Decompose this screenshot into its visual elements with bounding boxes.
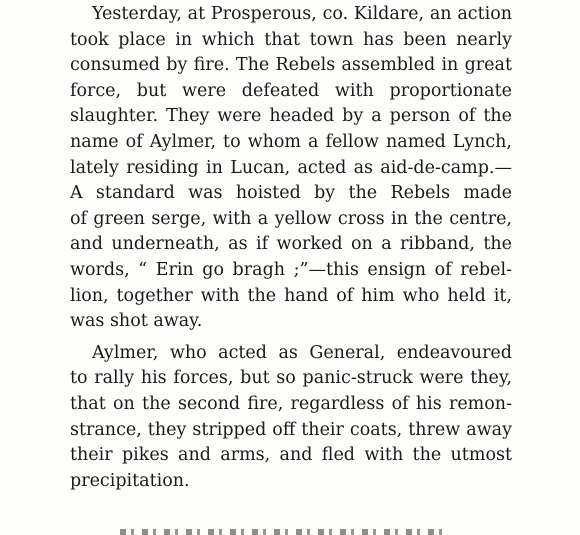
text-line: name of Aylmer, to whom a fellow named Lynch, — [70, 131, 512, 152]
text-line: that on the second fire, regardless of his remon- — [70, 393, 512, 414]
article-text — [70, 2, 512, 494]
text-line: and underneath, as if worked on a ribband, the — [70, 234, 512, 255]
text-line: to rally his forces, but so panic-struck were they, — [70, 368, 512, 389]
text-line: of green serge, with a yellow cross in the centre, — [70, 208, 512, 229]
text-line: was shot away. — [70, 311, 203, 332]
text-line: slaughter. They were headed by a person of the — [70, 106, 512, 127]
text-line: lion, together with the hand of him who held it, — [70, 285, 512, 306]
text-line: lately residing in Lucan, acted as aid-de-camp.— — [70, 157, 512, 178]
text-line: strance, they stripped off their coats, threw away — [70, 419, 512, 440]
text-line: A standard was hoisted by the Rebels made — [70, 183, 512, 204]
text-line: Yesterday, at Prosperous, co. Kildare, an action — [92, 4, 512, 24]
cropped-next-line — [120, 529, 450, 535]
text-line: Aylmer, who acted as General, endeavoured — [92, 342, 512, 363]
text-line: their pikes and arms, and fled with the utmost — [70, 445, 512, 466]
paragraph-1 — [70, 2, 512, 335]
paragraph-2 — [70, 341, 512, 495]
text-line: took place in which that town has been nearly — [70, 29, 512, 50]
text-line: force, but were defeated with proportionate — [70, 80, 512, 101]
text-line: precipitation. — [70, 470, 190, 491]
text-line: words, “ Erin go bragh ;”—this ensign of rebel- — [70, 259, 512, 280]
text-line: consumed by fire. The Rebels assembled in great — [70, 55, 512, 76]
